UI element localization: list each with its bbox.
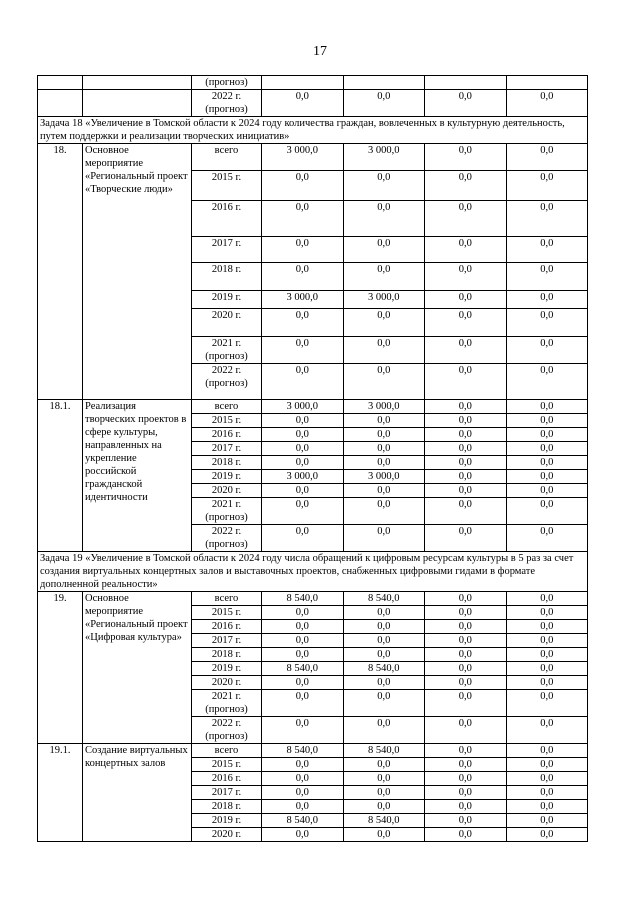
year-line: 2019 г. [211,292,242,303]
measure-name: Создание виртуальных концертных залов [83,744,192,842]
value-cell: 0,0 [262,758,344,772]
table-row [38,744,588,758]
year-cell [192,484,262,498]
value-cell: 0,0 [506,648,588,662]
year-line: 2022 г. [211,91,242,102]
value-cell: 0,0 [425,676,507,690]
year-line: всего [214,593,239,604]
value-cell: 0,0 [343,606,425,620]
budget-table-body [38,76,588,842]
value-cell: 0,0 [262,786,344,800]
value-cell: 0,0 [506,592,588,606]
year-cell [192,648,262,662]
value-cell: 8 540,0 [262,662,344,676]
value-cell: 0,0 [506,263,588,291]
value-cell: 0,0 [343,525,425,552]
value-cell: 0,0 [425,592,507,606]
value-cell: 0,0 [262,263,344,291]
measure-name: Реализация творческих проектов в сфере культуры, направленных на укрепление российской гражданской идентичности [83,400,192,552]
year-cell [192,456,262,470]
value-cell: 0,0 [343,786,425,800]
value-cell: 0,0 [425,414,507,428]
value-cell: 0,0 [262,237,344,263]
value-cell: 8 540,0 [343,744,425,758]
value-cell: 0,0 [262,484,344,498]
value-cell: 0,0 [425,337,507,364]
value-cell: 3 000,0 [343,291,425,309]
year-cell [192,592,262,606]
year-cell [192,400,262,414]
value-cell: 0,0 [343,364,425,400]
value-cell: 0,0 [343,428,425,442]
year-line: (прогноз) [205,704,248,715]
value-cell: 0,0 [506,428,588,442]
value-cell: 0,0 [506,237,588,263]
year-line: 2022 г. [211,718,242,729]
year-line: 2015 г. [211,759,242,770]
year-line: (прогноз) [205,104,248,115]
value-cell: 0,0 [262,648,344,662]
value-cell [425,76,507,90]
year-cell [192,717,262,744]
value-cell: 0,0 [506,676,588,690]
value-cell: 0,0 [262,456,344,470]
value-cell: 0,0 [425,690,507,717]
value-cell: 0,0 [343,484,425,498]
year-cell [192,662,262,676]
value-cell: 0,0 [425,498,507,525]
value-cell: 0,0 [506,620,588,634]
value-cell: 0,0 [506,171,588,201]
year-cell [192,309,262,337]
row-number: 18. [38,144,83,400]
value-cell: 0,0 [425,800,507,814]
year-cell [192,201,262,237]
value-cell: 0,0 [506,201,588,237]
value-cell: 0,0 [425,456,507,470]
year-cell [192,237,262,263]
task-row [38,117,588,144]
value-cell: 0,0 [506,800,588,814]
value-cell: 8 540,0 [262,592,344,606]
value-cell: 0,0 [506,758,588,772]
value-cell: 0,0 [506,772,588,786]
number-cell [38,90,83,117]
year-line: 2017 г. [211,787,242,798]
value-cell: 0,0 [425,237,507,263]
value-cell: 0,0 [343,263,425,291]
year-cell [192,744,262,758]
year-line: (прогноз) [205,77,248,88]
value-cell: 0,0 [262,171,344,201]
year-cell [192,800,262,814]
value-cell: 0,0 [506,786,588,800]
value-cell: 0,0 [425,201,507,237]
year-line: (прогноз) [205,731,248,742]
value-cell: 0,0 [425,634,507,648]
number-cell [38,76,83,90]
value-cell: 0,0 [425,90,507,117]
value-cell: 0,0 [506,662,588,676]
value-cell: 0,0 [506,90,588,117]
value-cell: 8 540,0 [262,814,344,828]
year-line: 2019 г. [211,471,242,482]
year-line: всего [214,145,239,156]
year-line: 2017 г. [211,443,242,454]
task-heading: Задача 19 «Увеличение в Томской области к 2024 году числа обращений к цифровым ресурсам культуры в 5 раз за счет создания виртуальных концертных залов и выставочных проектов, снабженных цифровыми гидами в формате дополненной реальности» [38,552,588,592]
value-cell: 8 540,0 [343,814,425,828]
year-line: 2015 г. [211,607,242,618]
value-cell: 0,0 [425,744,507,758]
year-line: 2020 г. [211,310,242,321]
task-row [38,552,588,592]
year-cell [192,786,262,800]
value-cell: 0,0 [506,744,588,758]
measure-name: Основное мероприятие «Региональный проект «Творческие люди» [83,144,192,400]
year-cell [192,171,262,201]
value-cell: 0,0 [425,309,507,337]
value-cell: 0,0 [262,337,344,364]
value-cell: 0,0 [262,414,344,428]
value-cell: 0,0 [343,498,425,525]
year-line: 2021 г. [211,338,242,349]
value-cell: 0,0 [262,428,344,442]
year-cell [192,428,262,442]
value-cell: 3 000,0 [343,144,425,171]
year-line: (прогноз) [205,512,248,523]
value-cell: 0,0 [506,525,588,552]
value-cell: 0,0 [425,662,507,676]
value-cell: 0,0 [343,414,425,428]
value-cell: 8 540,0 [343,592,425,606]
value-cell: 0,0 [425,814,507,828]
year-line: всего [214,401,239,412]
value-cell: 0,0 [425,291,507,309]
value-cell: 0,0 [262,498,344,525]
value-cell: 0,0 [506,456,588,470]
value-cell: 0,0 [343,201,425,237]
year-cell [192,291,262,309]
year-cell [192,758,262,772]
year-line: 2018 г. [211,457,242,468]
value-cell: 8 540,0 [343,662,425,676]
year-cell [192,337,262,364]
value-cell: 8 540,0 [262,744,344,758]
year-cell [192,814,262,828]
table-row [38,592,588,606]
year-line: 2017 г. [211,238,242,249]
year-cell [192,828,262,842]
value-cell: 0,0 [343,620,425,634]
value-cell: 0,0 [343,171,425,201]
value-cell: 0,0 [425,263,507,291]
value-cell: 0,0 [343,690,425,717]
value-cell: 0,0 [425,364,507,400]
year-line: 2018 г. [211,264,242,275]
value-cell: 0,0 [506,442,588,456]
year-cell [192,620,262,634]
value-cell: 0,0 [506,364,588,400]
page-number: 17 [313,44,327,59]
value-cell: 0,0 [262,828,344,842]
value-cell: 0,0 [425,717,507,744]
year-line: 2020 г. [211,829,242,840]
value-cell: 0,0 [262,800,344,814]
year-cell [192,772,262,786]
value-cell: 0,0 [425,606,507,620]
year-cell [192,76,262,90]
year-line: 2015 г. [211,172,242,183]
year-line: (прогноз) [205,539,248,550]
value-cell: 0,0 [262,90,344,117]
value-cell: 0,0 [343,772,425,786]
measure-name: Основное мероприятие «Региональный проект «Цифровая культура» [83,592,192,744]
value-cell: 0,0 [506,337,588,364]
year-line: 2019 г. [211,663,242,674]
year-cell [192,676,262,690]
value-cell: 3 000,0 [343,470,425,484]
value-cell: 0,0 [262,634,344,648]
year-line: 2018 г. [211,649,242,660]
value-cell: 0,0 [343,800,425,814]
table-row [38,90,588,117]
value-cell: 0,0 [425,400,507,414]
value-cell: 0,0 [506,309,588,337]
value-cell: 0,0 [262,309,344,337]
year-line: 2016 г. [211,621,242,632]
value-cell: 3 000,0 [262,144,344,171]
value-cell: 0,0 [425,144,507,171]
year-cell [192,263,262,291]
value-cell: 0,0 [262,690,344,717]
year-line: 2016 г. [211,773,242,784]
value-cell: 0,0 [343,648,425,662]
row-number: 18.1. [38,400,83,552]
value-cell: 0,0 [506,634,588,648]
value-cell: 0,0 [425,484,507,498]
value-cell: 0,0 [425,525,507,552]
year-line: 2018 г. [211,801,242,812]
value-cell [262,76,344,90]
year-line: 2020 г. [211,485,242,496]
task-heading: Задача 18 «Увеличение в Томской области к 2024 году количества граждан, вовлеченных в культурную деятельность, путем поддержки и реализации творческих инициатив» [38,117,588,144]
year-line: 2020 г. [211,677,242,688]
row-number: 19.1. [38,744,83,842]
value-cell: 0,0 [506,291,588,309]
value-cell [343,76,425,90]
value-cell: 0,0 [506,717,588,744]
name-cell [83,76,192,90]
value-cell: 0,0 [506,470,588,484]
value-cell: 0,0 [425,648,507,662]
year-line: 2022 г. [211,526,242,537]
year-cell [192,634,262,648]
value-cell: 0,0 [343,90,425,117]
year-line: 2022 г. [211,365,242,376]
value-cell: 0,0 [343,309,425,337]
value-cell: 0,0 [343,237,425,263]
value-cell: 0,0 [343,442,425,456]
value-cell: 0,0 [343,676,425,690]
value-cell: 0,0 [425,470,507,484]
value-cell: 0,0 [425,828,507,842]
value-cell: 0,0 [425,171,507,201]
value-cell: 0,0 [506,484,588,498]
value-cell: 0,0 [425,786,507,800]
year-cell [192,90,262,117]
year-line: 2016 г. [211,429,242,440]
year-line: 2019 г. [211,815,242,826]
year-cell [192,414,262,428]
value-cell: 0,0 [425,428,507,442]
value-cell: 0,0 [343,337,425,364]
value-cell: 0,0 [262,201,344,237]
value-cell: 0,0 [262,772,344,786]
row-number: 19. [38,592,83,744]
year-cell [192,525,262,552]
value-cell: 0,0 [343,717,425,744]
table-row [38,76,588,90]
table-row [38,400,588,414]
year-cell [192,470,262,484]
year-line: (прогноз) [205,378,248,389]
name-cell [83,90,192,117]
year-cell [192,606,262,620]
value-cell: 0,0 [262,442,344,456]
value-cell: 0,0 [262,364,344,400]
year-cell [192,144,262,171]
year-cell [192,498,262,525]
value-cell: 0,0 [506,498,588,525]
value-cell: 0,0 [425,772,507,786]
year-line: 2021 г. [211,691,242,702]
year-line: 2021 г. [211,499,242,510]
value-cell: 3 000,0 [262,400,344,414]
value-cell: 3 000,0 [343,400,425,414]
value-cell: 3 000,0 [262,470,344,484]
value-cell: 0,0 [262,676,344,690]
value-cell: 0,0 [262,525,344,552]
value-cell: 0,0 [506,144,588,171]
value-cell: 0,0 [343,758,425,772]
value-cell: 0,0 [343,456,425,470]
value-cell: 0,0 [343,828,425,842]
year-line: 2015 г. [211,415,242,426]
value-cell: 0,0 [506,690,588,717]
value-cell [506,76,588,90]
year-cell [192,690,262,717]
value-cell: 0,0 [262,717,344,744]
value-cell: 0,0 [262,620,344,634]
value-cell: 0,0 [506,828,588,842]
year-line: 2016 г. [211,202,242,213]
value-cell: 0,0 [343,634,425,648]
budget-table [37,75,588,842]
year-cell [192,364,262,400]
table-row [38,144,588,171]
value-cell: 0,0 [425,620,507,634]
value-cell: 3 000,0 [262,291,344,309]
value-cell: 0,0 [506,414,588,428]
year-line: 2017 г. [211,635,242,646]
year-cell [192,442,262,456]
year-line: всего [214,745,239,756]
value-cell: 0,0 [425,442,507,456]
year-line: (прогноз) [205,351,248,362]
value-cell: 0,0 [425,758,507,772]
value-cell: 0,0 [506,814,588,828]
value-cell: 0,0 [506,400,588,414]
value-cell: 0,0 [506,606,588,620]
value-cell: 0,0 [262,606,344,620]
